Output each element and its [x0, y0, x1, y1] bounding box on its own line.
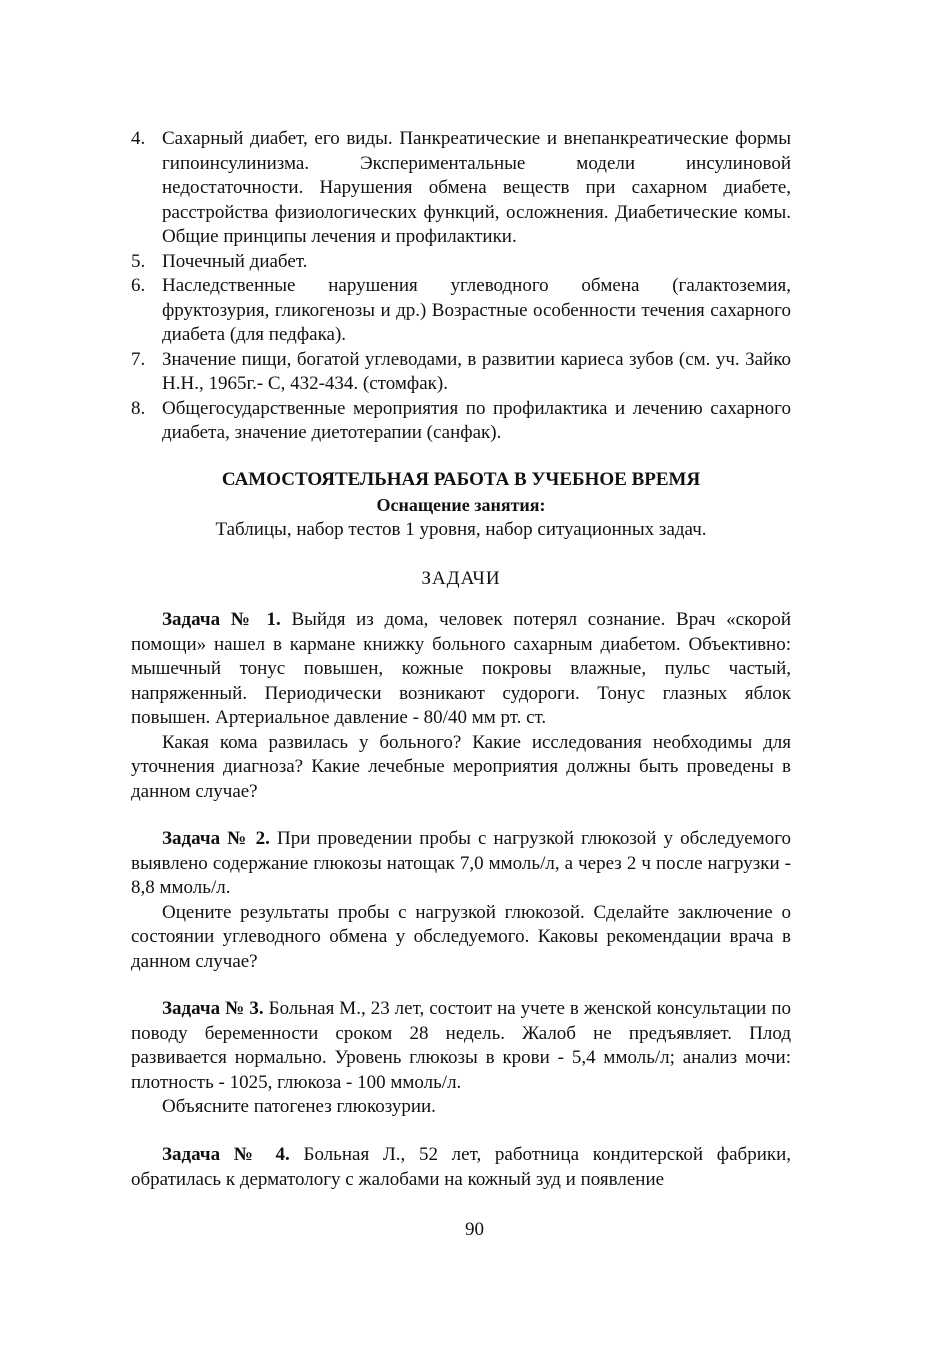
task-text: При проведении пробы с нагрузкой глюкозой у обследуемого выявлено содержание глюкозы натощак 7,0 ммоль/л, а через 2 ч после нагрузки - 8,8 ммоль/л.	[131, 828, 792, 898]
task-paragraph	[131, 997, 791, 1095]
task-4	[131, 1143, 791, 1192]
task-label: Задача № 2.	[162, 828, 270, 849]
task-text: Больная М., 23 лет, состоит на учете в женской консультации по поводу беременности сроком 28 недель. Жалоб не предъявляет. Плод развивается нормально. Уровень глюкозы в крови - 5,4 ммоль/л; анализ мочи: плотность - 1025, глюкоза - 100 ммоль/л.	[131, 998, 792, 1093]
task-text: Выйдя из дома, человек потерял сознание. Врач «скорой помощи» нашел в кармане книжку больного сахарным диабетом. Объективно: мышечный тонус повышен, кожные покровы влажные, пульс частый, напряженный. Периодически возникают судороги. Тонус глазных яблок повышен. Артериальное давление - 80/40 мм рт. ст.	[131, 609, 792, 728]
task-label: Задача № 4.	[162, 1144, 290, 1165]
task-label: Задача № 3.	[162, 998, 264, 1019]
list-item	[131, 127, 791, 250]
list-item	[131, 397, 791, 446]
list-item-number: 6.	[131, 275, 146, 296]
list-item	[131, 250, 791, 275]
list-item-text: Наследственные нарушения углеводного обмена (галактоземия, фруктозурия, гликогенозы и др.) Возрастные особенности течения сахарного диабета (для педфака).	[162, 275, 791, 345]
task-question: Объясните патогенез глюкозурии.	[162, 1096, 436, 1117]
task-paragraph	[131, 1143, 791, 1192]
task-label: Задача № 1.	[162, 609, 281, 630]
task-paragraph	[131, 608, 791, 731]
list-item	[131, 274, 791, 348]
equipment-title: Оснащение занятия:	[376, 495, 546, 515]
section-title: САМОСТОЯТЕЛЬНАЯ РАБОТА В УЧЕБНОЕ ВРЕМЯ	[221, 469, 701, 490]
list-item-text: Почечный диабет.	[162, 250, 308, 272]
task-2	[131, 827, 791, 974]
equipment-text: Таблицы, набор тестов 1 уровня, набор ситуационных задач.	[215, 519, 707, 540]
task-paragraph	[131, 827, 791, 901]
list-item-text: Значение пищи, богатой углеводами, в развитии кариеса зубов (см. уч. Зайко Н.Н., 1965г.- С, 432-434. (стомфак).	[162, 348, 791, 394]
page-number: 90	[465, 1219, 484, 1240]
task-3	[131, 997, 791, 1120]
task-question: Какая кома развилась у больного? Какие исследования необходимы для уточнения диагноза? Какие лечебные мероприятия должны быть проведены в данном случае?	[131, 731, 791, 802]
tasks-heading: ЗАДАЧИ	[421, 568, 501, 589]
task-question: Оцените результаты пробы с нагрузкой глюкозой. Сделайте заключение о состоянии углеводного обмена у обследуемого. Каковы рекомендации врача в данном случае?	[131, 901, 791, 972]
list-item-number: 7.	[131, 348, 146, 370]
topic-list	[131, 127, 791, 446]
list-item-number: 8.	[131, 397, 146, 419]
list-item-number: 4.	[131, 128, 146, 149]
list-item	[131, 348, 791, 397]
task-1	[131, 608, 791, 804]
list-item-text: Общегосударственные мероприятия по профилактика и лечению сахарного диабета, значение диетотерапии (санфак).	[162, 397, 791, 443]
list-item-number: 5.	[131, 250, 146, 272]
list-item-text: Сахарный диабет, его виды. Панкреатические и внепанкреатические формы гипоинсулинизма. Экспериментальные модели инсулиновой недостаточности. Нарушения обмена веществ при сахарном диабете, расстройства физиологических функций, осложнения. Диабетические комы. Общие принципы лечения и профилактики.	[162, 128, 791, 247]
task-text: Больная Л., 52 лет, работница кондитерской фабрики, обратилась к дерматологу с жалобами на кожный зуд и появление	[131, 1144, 792, 1190]
